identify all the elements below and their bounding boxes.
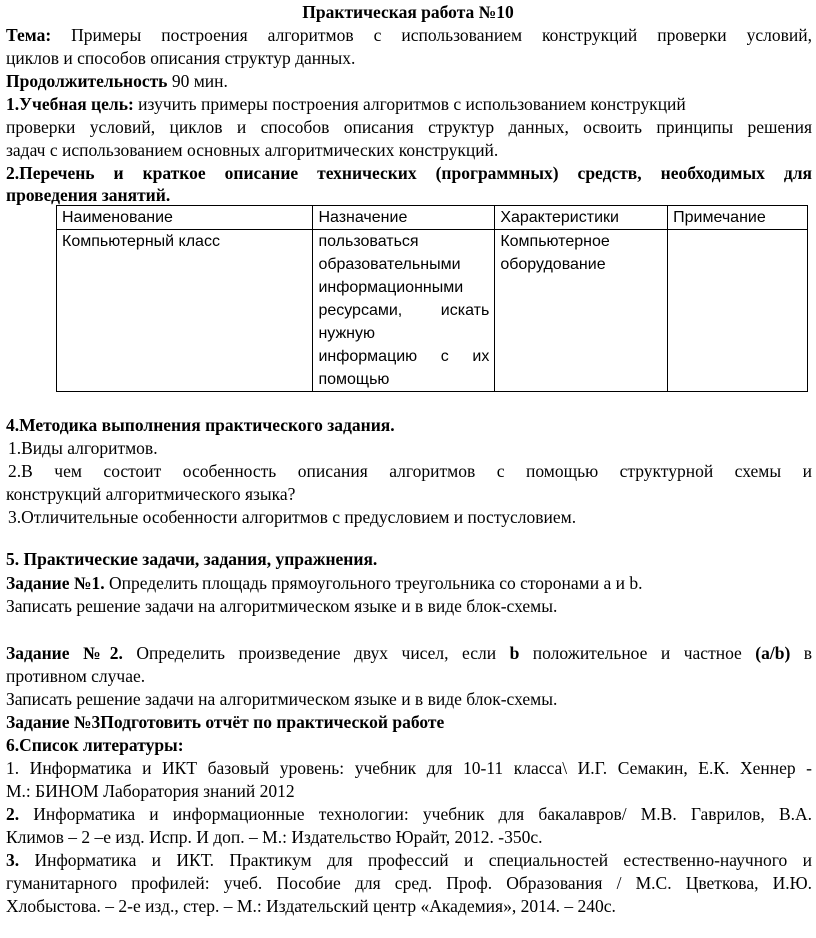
- table-cell-name: Компьютерный класс: [57, 230, 313, 392]
- task-2-text-c: в: [803, 643, 813, 663]
- duration-label: Продолжительность: [6, 71, 168, 91]
- task-2-line-3: Записать решение задачи на алгоритмическом языке и в виде блок-схемы.: [6, 689, 558, 709]
- method-question-3: 3.Отличительные особенности алгоритмов с предусловием и постусловием.: [8, 507, 577, 527]
- task-2-var-ab: (a/b): [755, 643, 791, 663]
- literature-item-2-line-1: [6, 803, 812, 826]
- characteristics-line: оборудование: [500, 256, 606, 273]
- tasks-heading: 5. Практические задачи, задания, упражнения.: [6, 549, 378, 569]
- literature-item-3-line-2: гуманитарного профилей: учеб. Пособие для сред. Проф. Образования / М.С. Цветкова, И.Ю.: [6, 873, 812, 893]
- duration-value: 90 мин.: [171, 71, 228, 91]
- tools-heading-line-1: 2.Перечень и краткое описание технических (программных) средств, необходимых для: [6, 163, 812, 183]
- document-title: Практическая работа №10: [302, 2, 514, 22]
- literature-item-3-line-1: [6, 849, 812, 872]
- topic-line-1: [6, 24, 812, 47]
- tools-heading-line-2: проведения занятий.: [6, 185, 171, 205]
- goal-line-3: задач с использованием основных алгоритмических конструкций.: [6, 140, 499, 160]
- table-row: [57, 230, 808, 392]
- task-2-line-2: противном случае.: [6, 666, 146, 686]
- literature-heading: 6.Список литературы:: [6, 735, 184, 755]
- goal-label: 1.Учебная цель:: [6, 94, 134, 114]
- tools-table: [56, 205, 808, 392]
- task-1-line-2: Записать решение задачи на алгоритмическом языке и в виде блок-схемы.: [6, 596, 558, 616]
- task-3: Задание №3Подготовить отчёт по практической работе: [6, 712, 445, 732]
- table-cell-characteristics: [495, 230, 668, 392]
- method-question-2-line-2: конструкций алгоритмического языка?: [6, 484, 296, 504]
- goal-line-2: проверки условий, циклов и способов описания структур данных, освоить принципы решения: [6, 117, 812, 137]
- table-header-characteristics: Характеристики: [495, 206, 668, 230]
- purpose-line: образовательными: [318, 256, 461, 273]
- method-question-1: 1.Виды алгоритмов.: [8, 438, 158, 458]
- table-header-purpose: Назначение: [313, 206, 495, 230]
- duration-line: [6, 70, 812, 93]
- topic-text-1: Примеры построения алгоритмов с использованием конструкций проверки условий,: [71, 25, 812, 45]
- literature-item-2-text: Информатика и информационные технологии: учебник для бакалавров/ М.В. Гаврилов, В.А.: [33, 804, 813, 824]
- purpose-line: ресурсами, искать: [318, 302, 490, 319]
- purpose-line: информацию с их: [318, 348, 490, 365]
- task-2-label: Задание №2.: [6, 643, 123, 663]
- literature-item-3-line-3: Хлобыстова. – 2-е изд., стер. – М.: Издательский центр «Академия», 2014. – 240с.: [6, 896, 616, 916]
- goal-line-1: [6, 93, 812, 116]
- table-header-name: Наименование: [57, 206, 313, 230]
- table-header-note: Примечание: [668, 206, 808, 230]
- topic-line-2: циклов и способов описания структур данных.: [6, 48, 356, 68]
- task-1-line-1: [6, 572, 812, 595]
- purpose-line: нужную: [318, 325, 375, 342]
- literature-item-1-line-2: М.: БИНОМ Лаборатория знаний 2012: [6, 781, 295, 801]
- task-2-var-b: b: [509, 643, 520, 663]
- task-2-text-b: положительное и частное: [532, 643, 742, 663]
- method-heading: 4.Методика выполнения практического задания.: [6, 415, 395, 435]
- task-2-line-1: [6, 642, 812, 665]
- purpose-line: пользоваться: [318, 233, 419, 250]
- literature-item-3-text: Информатика и ИКТ. Практикум для профессий и специальностей естественно-научного и: [34, 850, 813, 870]
- literature-item-3-number: 3.: [6, 850, 20, 870]
- literature-item-1-line-1: 1. Информатика и ИКТ базовый уровень: учебник для 10-11 класса\ И.Г. Семакин, Е.К. Хеннер -: [6, 758, 812, 778]
- table-cell-purpose: [313, 230, 495, 392]
- goal-text-1: изучить примеры построения алгоритмов с использованием конструкций: [138, 94, 686, 114]
- table-header-row: [57, 206, 808, 230]
- literature-item-2-line-2: Климов – 2 –е изд. Испр. И доп. – М.: Издательство Юрайт, 2012. -350с.: [6, 827, 543, 847]
- task-2-text-a: Определить произведение двух чисел, если: [136, 643, 497, 663]
- characteristics-line: Компьютерное: [500, 233, 610, 250]
- task-1-text: Определить площадь прямоугольного треугольника со сторонами a и b.: [108, 573, 643, 593]
- purpose-line: информационными: [318, 279, 464, 296]
- literature-item-2-number: 2.: [6, 804, 20, 824]
- task-1-label: Задание №1.: [6, 573, 105, 593]
- table-cell-note: [668, 230, 808, 392]
- topic-label: Тема:: [6, 25, 52, 45]
- method-question-2-line-1: 2.В чем состоит особенность описания алгоритмов с помощью структурной схемы и: [8, 461, 812, 481]
- purpose-line: помощью: [318, 371, 390, 388]
